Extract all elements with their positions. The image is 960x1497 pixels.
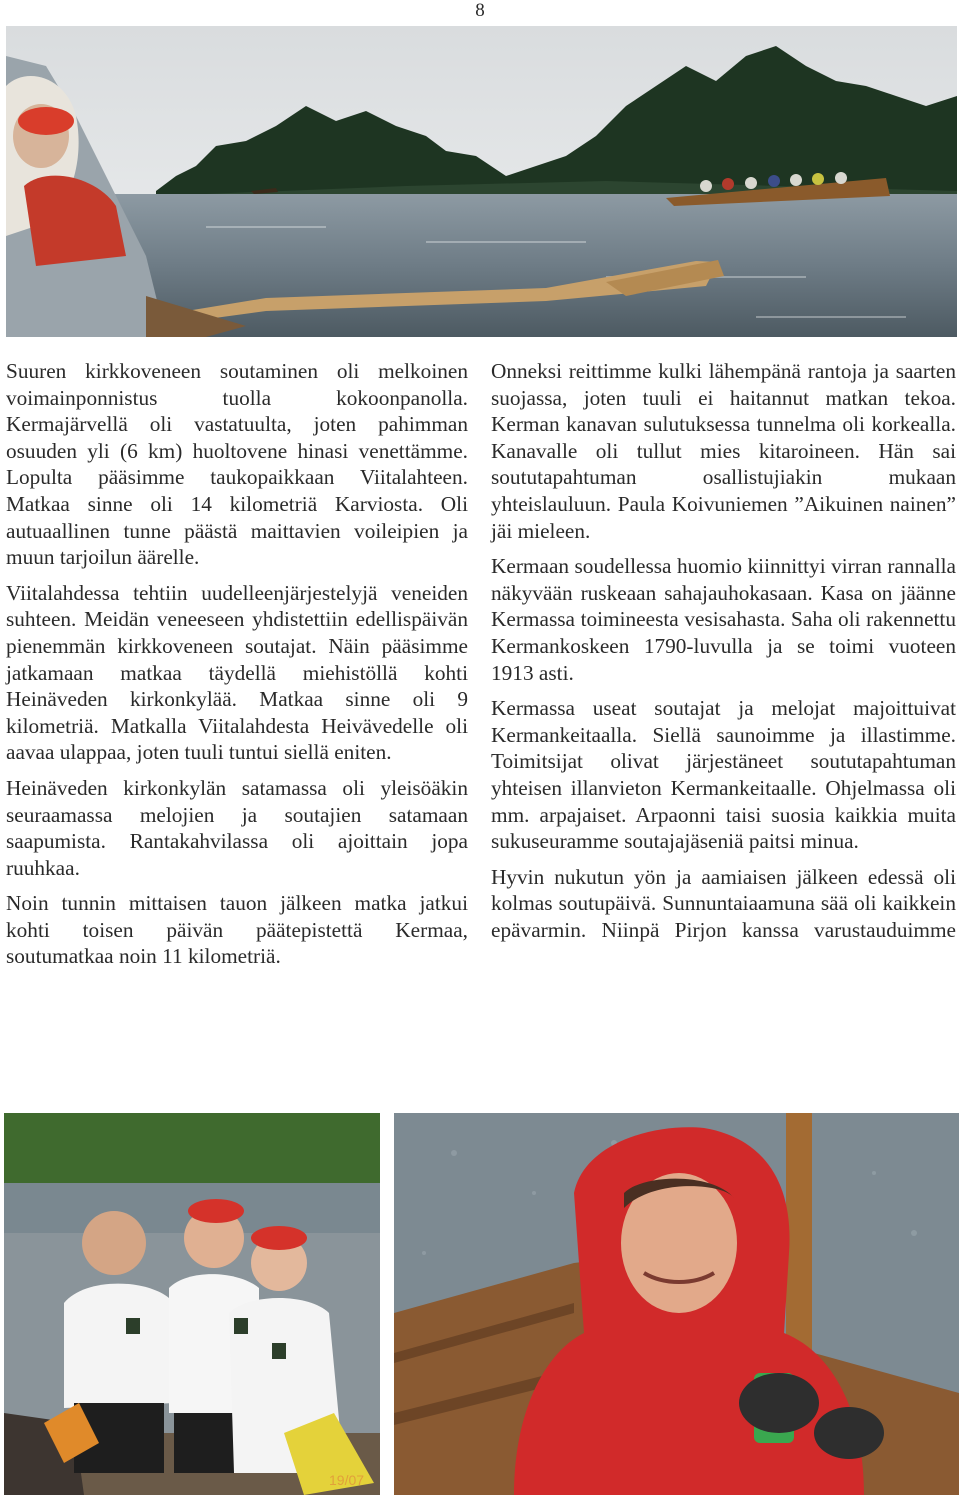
- paragraph: Heinäveden kirkonkylän satamassa oli yleisöäkin seuraamassa melojien ja soutajien satamaan saapumista. Rantakahvilassa oli ajoittain jopa ruuhkaa.: [6, 775, 468, 880]
- paragraph: Kermassa useat soutajat ja melojat majoittuivat Kermankeitaalla. Siellä saunoimme ja illastimme. Toimitsijat olivat järjestäneet soututapahtuman yhteisen illanvieton Kermankeitaalle. Ohjelmassa oli mm. arpajaiset. Arpaonni taisi suosia kaikkia muita sukuseuramme soutajajäseniä paitsi minua.: [491, 696, 956, 854]
- photo-date-stamp: 19/07: [329, 1472, 365, 1488]
- page-number: 8: [475, 0, 485, 21]
- paragraph: Viitalahdessa tehtiin uudelleenjärjestelyjä veneiden suhteen. Meidän veneeseen yhdistettiin edellispäivän pienemmän kirkkoveneen soutajat. Näin pääsimme jatkamaan matkaa täydellä miehistöllä kohti Heinäveden kirkonkylää. Matkaa sinne oli 9 kilometriä. Matkalla Viitalahdesta Heivävedelle oli aavaa ulappaa, joten tuuli tuntui siellä eniten.: [6, 580, 468, 765]
- paragraph: Suuren kirkkoveneen soutaminen oli melkoinen voimainponnistus tuolla kokoonpanolla. Kermajärvellä oli vastatuulta, joten pahimman osuuden yli (6 km) huoltovene hinasi venettämme. Lopulta pääsimme taukopaikkaan Viitalahteen. Matkaa sinne oli 14 kilometriä Karviosta. Oli autuaallinen tunne päästä maittavien voileipien ja muun tarjoilun äärelle.: [6, 359, 468, 570]
- paragraph: Onneksi reittimme kulki lähempänä rantoja ja saarten suojassa, joten tuuli ei haitannut matkan tekoa. Kerman kanavan sulutuksessa tunnelma oli korkealla. Kanavalle oli tullut mies kitaroineen. Hän sai soututapahtuman osallistujiakin mukaan yhteislauluun. Paula Koivuniemen ”Aikuinen nainen” jäi mieleen.: [491, 359, 956, 543]
- text-column-left: [6, 358, 468, 979]
- three-rowers-group-photo: [4, 1113, 380, 1495]
- rowing-boats-on-lake-photo: [6, 26, 957, 337]
- paragraph: Noin tunnin mittaisen tauon jälkeen matka jatkui kohti toisen päivän päätepistettä Kermaa, soutumatkaa noin 11 kilometriä.: [6, 891, 468, 969]
- woman-in-red-raincoat-photo: [394, 1113, 959, 1495]
- paragraph: Kermaan soudellessa huomio kiinnittyi virran rannalla näkyvään ruskeaan sahajauhokasaan. Kasa on jäänne Kermassa toimineesta vesisahasta. Saha oli rakennettu Kermankoskeen 1790-luvulla ja se toimi vuoteen 1913 asti.: [491, 554, 956, 685]
- text-column-right: [491, 358, 956, 952]
- paragraph: Hyvin nukutun yön ja aamiaisen jälkeen edessä oli kolmas soutupäivä. Sunnuntaiaamuna sää oli kaikkein epävarmin. Niinpä Pirjon kanssa varustauduimme: [491, 864, 956, 942]
